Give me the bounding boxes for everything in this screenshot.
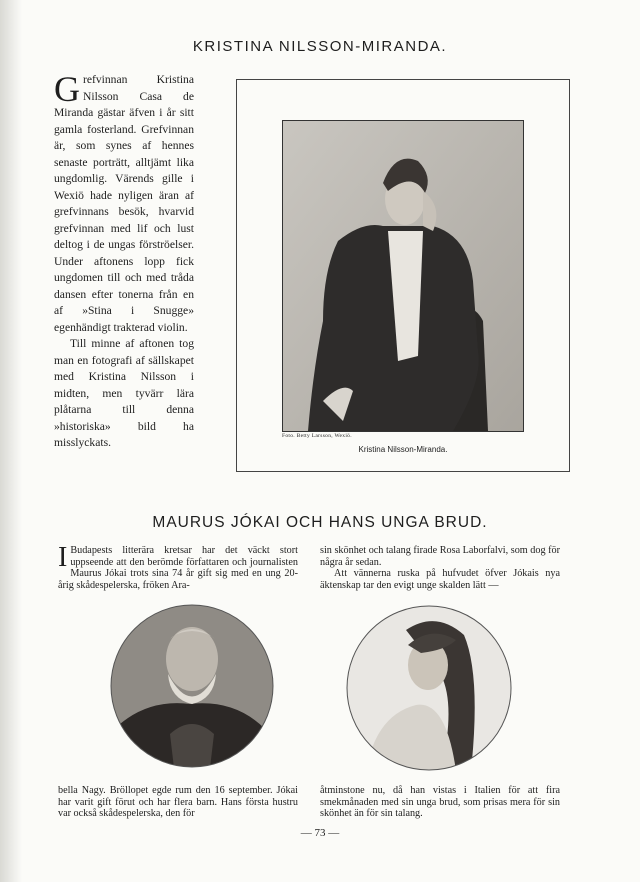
page-number: — 73 — [300,827,340,839]
drop-cap: G [54,69,80,109]
portrait-photo-kristina [282,120,524,432]
paragraph-1: refvinnan Kristina Nilsson Casa de Miranda gästar äfven i år sitt gamla fosterland. Grefvinnan är, som synes af hennes senaste porträtt, alltjämt lika ungdomlig. Värends gille i Wexiö hade nyligen äran af grefvinnans besök, hvarvid grefvinnan med lif och lust deltog i de ungas förströelser. Under aftonens lopp fick ungdomen till och med tråda dansen efter tonerna från en af »Stina i Snugge» egenhändigt trakterad violin. [54,73,194,334]
paragraph-2: Till minne af aftonen tog man en fotografi af sällskapet med Kristina Nilsson i midten, men tyvärr lära plåtarna till denna »historiska» bild ha misslyckats. [54,337,194,449]
page-gutter-shadow [0,0,22,882]
article2-text-b: sin skönhet och talang firade Rosa Laborfalvi, som dog för några år sedan. [320,545,560,568]
article2-text-e: åtminstone nu, då han vistas i Italien för att fira smekmånaden med sin unga brud, som prisas mera för sin skönhet än för sin talang. [320,785,560,819]
article-heading: KRISTINA NILSSON-MIRANDA. [192,38,448,55]
article2-text-d: bella Nagy. Bröllopet egde rum den 16 september. Jókai har varit gift förut och har flera barn. Hans första hustru var också skådespelerska, den för [58,785,298,819]
article2-col2-bottom [320,785,560,820]
portrait-jokai [110,604,274,768]
article2-col1-bottom [58,785,298,820]
article2-col2-top [320,545,560,591]
article2-col1-top [58,542,298,591]
article2-text-c: Att vännerna ruska på hufvudet öfver Jókais nya äktenskap tar den evigt unge skalden lätt — [320,568,560,591]
photo-caption: Kristina Nilsson-Miranda. [358,445,448,454]
photo-credit: Foto. Betty Larsson, Wexiö. [282,433,352,439]
article-heading-2: MAURUS JÓKAI OCH HANS UNGA BRUD. [152,514,488,531]
article2-text-a: Budapests litterära kretsar har det väckt stort uppseende att den berömde författaren och journalisten Maurus Jókai trots sina 74 år gift sig med en ung 20-årig skådespelerska, fröken Ara- [58,545,298,591]
portrait-bride [346,605,512,771]
drop-cap-2: I [58,542,68,573]
article-body-left [54,69,194,452]
